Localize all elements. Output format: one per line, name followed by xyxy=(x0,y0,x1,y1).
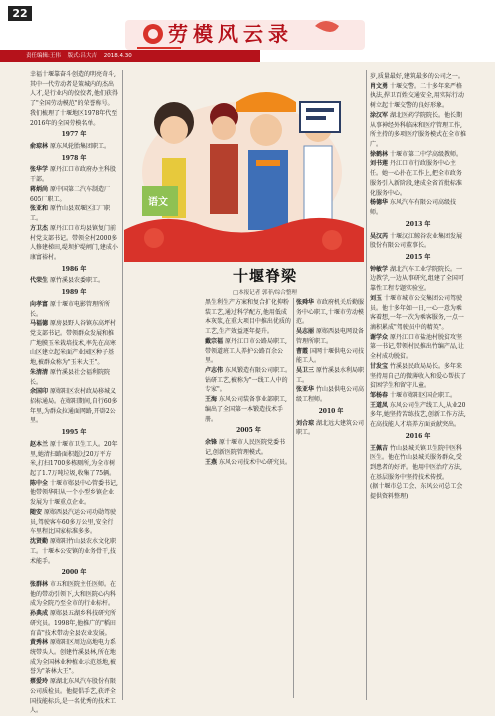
column-left xyxy=(30,70,118,716)
column-divider xyxy=(366,70,367,700)
laureate-name: 刘合琼 xyxy=(296,419,315,427)
laureate-entry xyxy=(30,537,118,566)
feature-title-block xyxy=(210,265,320,296)
year-heading: 2016 年 xyxy=(405,432,431,440)
laureate-entry xyxy=(370,401,466,430)
year-heading: 2005 年 xyxy=(236,427,261,435)
column-right xyxy=(370,72,466,502)
laureate-description: 十堰汉江鲸谷农业集团发展股份有限公司董事长。 xyxy=(370,232,462,250)
feature-title: 十堰脊梁 xyxy=(232,267,297,285)
laureate-description: 东风锻造有限公司职工。钻研工艺,被称为"一线工人中的专家"。 xyxy=(205,367,291,394)
laureate-entry xyxy=(205,458,292,468)
laureate-name: 吴汉芮 xyxy=(370,232,389,240)
year-heading: 2013 年 xyxy=(405,220,431,228)
paragraph: (据十堰市总工会、东风公司总工会提供资料整理) xyxy=(370,483,463,501)
issue-date: 2018.4.30 xyxy=(103,53,132,59)
laureate-name: 孙典成 xyxy=(30,610,49,618)
laureate-entry xyxy=(205,395,292,424)
laureate-entry xyxy=(205,337,292,366)
laureate-name: 沈贤勤 xyxy=(30,538,49,546)
laureate-entry xyxy=(296,419,366,438)
laureate-description: 原丹江口市盐池村脱贫攻坚第一书记,带领村民推出竹编产品,让全村成功脱贫。 xyxy=(370,333,464,361)
laureate-entry xyxy=(30,142,118,152)
column-center-right xyxy=(296,298,366,438)
laureate-name: 张群林 xyxy=(30,580,49,588)
laureate-name: 朱清清 xyxy=(30,368,49,376)
laureate-name: 马福德 xyxy=(30,320,49,328)
section-title: 劳模风云录 xyxy=(168,22,293,46)
laureate-entry xyxy=(296,385,366,404)
laureate-description: 原竹溪县农委职工。 xyxy=(49,277,104,285)
laureate-name: 甘发宝 xyxy=(370,362,389,370)
laureate-description: 竹溪县民政局局长。多年来坚持用自己的微薄收入和爱心帮扶了贫困学生和留守儿童。 xyxy=(370,362,467,390)
laureate-entry xyxy=(205,366,292,395)
laureate-name: 肖文勇 xyxy=(370,82,389,90)
laureate-entry xyxy=(370,333,466,362)
paragraph: 黑生利生产方案和复合扩化抑粉装工艺,通过科学配方,他用低成本灰浆,在重大项目中推出优质的工艺,生产效益逐年提升。 xyxy=(205,299,291,336)
laureate-description: 原郧西县汽运公司功勋驾驶员,驾驶客车60多万公里,安全行车里程比国家标准多多。 xyxy=(30,508,116,536)
laureate-description: 竹山县城关镇卫生院中医科医生。他在竹山县城关服务群众,受到患者的好评。他用中医治疗方法,在基层服务中坚持技术传授。 xyxy=(370,444,462,481)
laureate-description: 原十堰市人民医院党委书记,创新医院管理模式。 xyxy=(205,439,285,456)
laureate-description: 十堰市城市公交集团公司驾驶员。他十多年如一日,一心一意为乘客着想,一年一次为乘客服务,一点一滴积累成"驾驶员中的精英"。 xyxy=(370,294,464,331)
laureate-description: 原东风轮胎集团职工。 xyxy=(49,143,110,151)
laureate-name: 戴宗福 xyxy=(205,337,224,345)
laureate-name: 陈中全 xyxy=(30,479,49,487)
column-center-left xyxy=(205,298,292,467)
laureate-entry xyxy=(30,440,118,479)
laureate-entry xyxy=(30,368,118,387)
laureate-name: 谢学众 xyxy=(370,333,389,341)
laureate-entry xyxy=(205,438,292,457)
laureate-description: 东风公司技术中心研究员。 xyxy=(218,458,291,466)
laureate-name: 向孝富 xyxy=(30,300,49,308)
laureate-description: 原郧阳竹山县农水文化职工。十堰本公安镇的业务骨干,技术能手。 xyxy=(30,538,116,565)
laureate-name: 俞琼林 xyxy=(30,143,49,151)
laureate-description: 湖北医药学院院长。他长期从事神经外科临床和医疗管理工作,所主持的多项医疗服务模式在全市推广。 xyxy=(370,111,467,149)
laureate-description: 市五和医院主任医师。在他的带动引领下,大和医院心内科成为全院乃至全市的行业标杆。 xyxy=(30,580,116,608)
laureate-name: 徐鹤林 xyxy=(370,150,389,158)
laureate-entry xyxy=(296,327,366,346)
book-label: 语文 xyxy=(148,197,168,208)
laureate-name: 余国印 xyxy=(30,388,49,396)
year-heading: 1977 年 xyxy=(61,131,87,139)
laureate-description: 十堰交警。二十多年来严格执法,捍卫百姓交通安全,用实际行动树立起十堰交警的良好形象。 xyxy=(370,82,464,110)
laureate-name: 刘玉 xyxy=(370,294,383,302)
laureate-name: 方卫杰 xyxy=(30,224,49,232)
laureate-name: 赵本兰 xyxy=(30,440,49,448)
laureate-description: 十堰市郧县中心管委书记,他带领华阳从一个小型乡镇企业发展为十堰重点企业。 xyxy=(30,479,118,507)
laureate-name: 吴志丽 xyxy=(296,328,315,336)
laureate-description: 十堰市第二中学高级教师。 xyxy=(389,150,462,158)
laureate-entry xyxy=(30,387,118,426)
laureate-name: 王佩吉 xyxy=(370,444,389,452)
laureate-name: 代荣生 xyxy=(30,277,49,285)
laureate-entry xyxy=(370,198,466,217)
laureate-entry xyxy=(30,609,118,638)
laureate-name: 蒋炳尚 xyxy=(30,185,49,193)
laureate-description: 原丹江口市公路局职工,带领道班工人养护公路百余公里。 xyxy=(205,337,287,365)
laureate-entry xyxy=(30,580,118,609)
laureate-name: 邹杨春 xyxy=(370,392,389,399)
year-heading: 2015 年 xyxy=(405,253,431,261)
laureate-entry xyxy=(296,298,366,327)
laureate-name: 吴卫三 xyxy=(296,367,315,375)
laureate-entry xyxy=(30,638,118,677)
laureate-entry xyxy=(370,159,466,198)
laureate-name: 余锋 xyxy=(205,439,218,447)
laureate-entry xyxy=(370,82,466,111)
laureate-description: 原郧阳区农村政局移城义招标通局。在郧阳期间,自行60多年里,为群众拉通面网路,开辟2公里。 xyxy=(30,388,118,425)
year-heading: 1989 年 xyxy=(61,289,87,297)
laureate-name: 王道凤 xyxy=(370,401,389,409)
laureate-description: 原丹江口市均县镇复门前村党支部书记。带领全村2000多人修建梯田,堤坝护堤闸门,建成小康富裕村。 xyxy=(30,224,118,261)
laureate-description: 原竹溪县水利局职工。 xyxy=(296,367,364,384)
laureate-entry xyxy=(30,276,118,286)
laureate-entry xyxy=(30,677,118,716)
layout-credit: 版式:吕大吉 xyxy=(67,53,97,59)
year-heading: 1986 年 xyxy=(61,265,87,273)
year-heading: 1978 年 xyxy=(61,154,87,162)
laureate-description: 原湖北东风汽车股份有限公司质检员。他提倡手艺,获评全国技能标兵,是一名优秀的技术工人。 xyxy=(30,678,116,715)
laureate-description: 原房县野人谷镇东高坪村党支部书记。带领群众发展和推广地膜玉米栽培技术,率先在高寒山区建立起米面产业园区种子基地,被群众称为"玉米大王"。 xyxy=(30,320,116,367)
laureate-name: 涂汉军 xyxy=(370,111,389,119)
laureate-description: 丹江口市行政服务中心主任。她一心扑在工作上,把全市政务服务引入新阶段,建成全省首批标准化服务中心。 xyxy=(370,160,462,197)
year-heading: 1995 年 xyxy=(61,429,87,437)
laureate-description: 原十堰市电影管理所所长。 xyxy=(30,300,110,318)
year-heading: 2000 年 xyxy=(61,569,87,577)
laureate-entry xyxy=(370,444,466,483)
laureate-entry xyxy=(30,165,118,184)
laureate-entry xyxy=(370,362,466,391)
laureate-description: 十堰市郧阳区国企职工。 xyxy=(389,392,456,399)
column-divider xyxy=(122,70,123,700)
laureate-name: 黄秀林 xyxy=(30,639,49,647)
laureate-name: 蔡爱玲 xyxy=(30,678,49,686)
laureate-description: 原郧县五湖乡科技研究所研究员。1998年,他推广的"稻田育苗"技术带动全县农业发展。 xyxy=(30,610,116,637)
laureate-entry xyxy=(370,294,466,333)
page-header xyxy=(0,0,495,62)
laureate-description: 原竹山县双堰区汇厂职工。 xyxy=(30,205,110,223)
feature-byline: □本报记者 郭菲/综合整理 xyxy=(233,290,297,296)
laureate-description: 原郧阳区周边高地电力系统带头人。创建竹溪县林,所在地成为全国林业种植业示范基地,被誉为"茶林大王"。 xyxy=(30,639,116,676)
laureate-description: 市政府机关后勤服务中心职工,十堰市劳动模范。 xyxy=(296,299,364,326)
laureate-entry xyxy=(296,366,366,385)
laureate-entry xyxy=(370,232,466,251)
laureate-entry xyxy=(30,508,118,537)
laureate-description: 原中国第二汽车制造厂605厂职工。 xyxy=(30,185,110,203)
laureate-name: 王燕 xyxy=(205,458,218,466)
laureate-entry xyxy=(30,224,118,263)
laureate-entry xyxy=(370,265,466,294)
laureate-description: 原十堰市卫生工人。20年里,她清扫路面积超过20万平方米,打扫1700多栋厕所,为全市树起了1.7万吨垃圾,收集了75辆。 xyxy=(30,440,118,478)
column-divider xyxy=(293,298,294,698)
laureate-name: 曹霞 xyxy=(296,347,309,355)
laureate-entry xyxy=(370,111,466,150)
laureate-name: 杨德华 xyxy=(370,199,389,207)
laureate-entry xyxy=(30,185,118,204)
laureate-description: 东风汽车有限公司高级技师。 xyxy=(370,199,456,217)
laureate-name: 刘书莲 xyxy=(370,160,389,168)
laureate-description: 国网十堰供电公司技能工人。 xyxy=(296,347,364,365)
editor-credit: 责任编辑:王伟 xyxy=(26,53,61,59)
laureate-entry xyxy=(30,319,118,368)
laureate-name: 张华学 xyxy=(30,166,49,174)
laureate-description: 原竹溪县社会福利院院长。 xyxy=(30,368,110,386)
page-number: 22 xyxy=(8,6,32,21)
laureate-entry xyxy=(370,150,466,160)
laureate-description: 湖北汽车工业学院院长。一边教学,一边从事研究,组建了全国可靠性工程专题实验室。 xyxy=(370,265,464,293)
workers-illustration xyxy=(124,62,364,262)
laureate-description: 东风公司装备事业部职工,编出了全国第一本锻造技术手册。 xyxy=(205,396,287,423)
laureate-description: 竹山县供电公司高级工程师。 xyxy=(296,386,364,404)
laureate-name: 随安 xyxy=(30,508,43,516)
laureate-description: 湖北远大建筑公司职工。 xyxy=(296,419,364,437)
laureate-name: 钟敏学 xyxy=(370,265,389,273)
laureate-entry xyxy=(370,391,466,401)
laureate-name: 张亚和 xyxy=(30,205,49,213)
laureate-entry xyxy=(30,204,118,223)
laureate-description: 东风公司生产线工人,从业20多年,她坚持苦练技艺,创新工作方法,在高技能人才培养方面贡献突出。 xyxy=(370,401,466,429)
laureate-description: 原郧西县电网设备管理所职工。 xyxy=(296,328,364,345)
year-heading: 2010 年 xyxy=(318,407,344,415)
laureate-name: 王海 xyxy=(205,396,218,404)
laureate-name: 卢志伟 xyxy=(205,367,224,375)
laureate-name: 张亚华 xyxy=(296,386,315,394)
laureate-description: 原丹江口市政府办主科股干部。 xyxy=(30,166,116,184)
laureate-entry xyxy=(30,300,118,319)
laureate-entry xyxy=(296,347,366,366)
paragraph: 幸福十堰靠奋斗创造的明亮奇斗,其中一代劳动者是策城内的杰出人才,是行业内的佼佼者,他们获得了"全国劳动模范"的荣誉称号。我们梳理了十堰地区1978年代至2016年的全国劳模名单。 xyxy=(30,71,118,127)
paragraph: 岁,质量最好,建筑最多的公司之一。 xyxy=(370,73,464,80)
laureate-entry xyxy=(30,479,118,508)
laureate-name: 张舜华 xyxy=(296,299,315,306)
